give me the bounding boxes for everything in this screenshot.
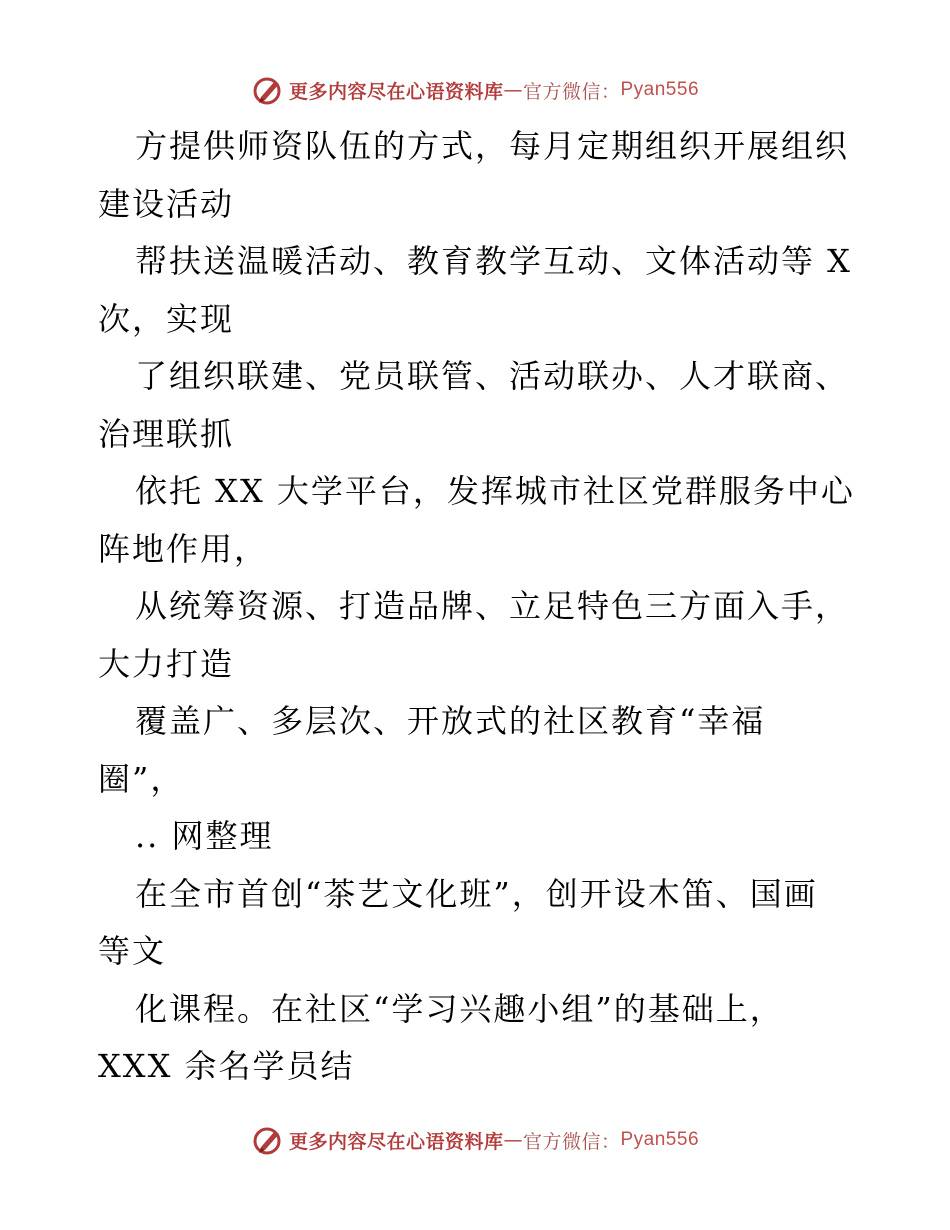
text-line: 在全市首创“茶艺文化班”，创开设木笛、国画 [135,874,818,913]
banner-main-text: 更多内容尽在心语资料库 [288,80,504,103]
text-line: XXX 余名学员结 [98,1047,355,1085]
banner-wechat-id: Pyan556 [620,1129,700,1150]
text-line: 治理联抓 [98,414,235,453]
banner-dash: — [503,79,523,101]
banner-main-text: 更多内容尽在心语资料库 [288,1130,504,1153]
banner-wechat-id: Pyan556 [620,79,700,100]
text-line: 圈”， [98,759,185,798]
banner-sub-text: 官方微信： [522,80,621,103]
text-line: 阵地作用， [98,529,269,568]
banner-sub-text: 官方微信： [522,1130,621,1153]
pen-logo-icon [251,1123,285,1157]
text-line: 依托 XX 大学平台，发挥城市社区党群服务中心 [135,472,855,510]
text-line: 方提供师资队伍的方式，每月定期组织开展组织 [135,127,850,165]
text-line: 了组织联建、党员联管、活动联办、人才联商、 [135,357,850,395]
text-line: 建设活动 [98,184,235,223]
text-line: 次，实现 [98,299,235,338]
pen-logo-icon [251,73,285,107]
banner-dash: — [503,1129,523,1151]
footer-banner [0,1118,950,1162]
header-banner [0,68,950,112]
text-line: 帮扶送温暖活动、教育教学互动、文体活动等 X [135,242,852,280]
text-line: 覆盖广、多层次、开放式的社区教育“幸福 [135,702,766,740]
text-line: 大力打造 [98,644,235,683]
document-body [98,118,858,1096]
text-line: 从统筹资源、打造品牌、立足特色三方面入手， [135,587,850,625]
text-line: .. 网整理 [135,817,274,855]
text-line: 等文 [98,932,167,970]
text-line: 化课程。在社区“学习兴趣小组”的基础上， [135,989,784,1028]
